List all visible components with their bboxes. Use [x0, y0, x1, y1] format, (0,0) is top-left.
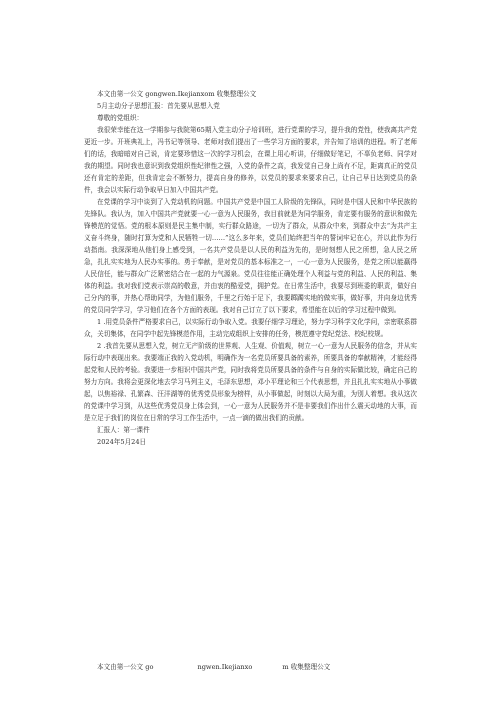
footer-source-note	[97, 661, 330, 671]
greeting: 尊敬的党组织：	[97, 114, 144, 122]
body-paragraph-3: 1 .用党员条件严格要求自己，以实际行动争取入党。我要仔细学习理论，努力学习科学文化学问，亲密联系群众，关切集体，在同学中起先锋模范作用，主动完成组织上安排的任务，模范遵守党纪党法、校纪校规。	[84, 318, 417, 338]
body-paragraph-1: 我很荣幸能在这一学期参与我院第65期入党主动分子培训班，进行党课的学习，提升我的党性，使我离共产党更近一步。开班典礼上，冯书记等领导、老师对我们提出了一些学习方面的要求，并告知了培训的进程。听了老师们的话，我暗暗对自己说，肯定要珍惜这一次的学习机会，在课上用心听讲，仔细做好笔记，不辜负老师、同学对我的期望。同时我也意识到我党组织性纪律性之强，入党的条件之高，我发觉自己身上尚有不足，距离真正的党员还有肯定的差距，但我肯定会不断努力，提高自身的修养，以党员的要求来要求自己，让自己早日达到党员的条件，我会以实际行动争取早日加入中国共产党。	[84, 126, 417, 194]
document-title: 5月主动分子思想汇报：首先要从思想入党	[97, 102, 220, 110]
footer-part-3: m 收集整理公文	[282, 663, 331, 671]
document-content	[84, 88, 417, 448]
footer-part-2: ngwen.Ikejianxo	[197, 663, 253, 671]
body-paragraph-4: 2 .我首先要从思想入党，树立无产阶级的世界观、人生观、价值观，树立一心一意为人民服务的信念，并从实际行动中表现出来。我要端正我的入党动机，明确作为一名党员所要具备的素养，所要具备的奉献精神，才能经得起党和人民的考验。我要进一步相识中国共产党，同时我将党员所要具备的条件与自身的实际做比较，确定自己的努力方向。我将会更深化地去学习马列主义，毛泽东思想，邓小平理论和三个代表思想，并且扎扎实实地从小事做起，以焦裕禄、孔繁森、汪洋湖等的优秀党员形象为榜样，从小事做起，时刻以大局为重，为别人着想。我从这次的党课中学习到，从这些优秀党员身上体会到，一心一意为人民服务并不是非要我们作出什么震天动地的大事，而是立足于我们的岗位在日常的学习工作生活中，一点一滴的做出我们的贡献。	[84, 342, 417, 422]
report-date: 2024年5月24日	[97, 438, 147, 446]
reporter-line: 汇报人：第一课件	[97, 426, 150, 434]
footer-part-1: 本文由第一公文 go	[97, 663, 154, 671]
source-note: 本文由第一公文 gongwen.Ikejianxom 收集整理公文	[97, 90, 257, 98]
body-paragraph-2: 在党课的学习中谈到了入党动机的问题。中国共产党是中国工人阶级的先锋队，同时是中国人民和中华民族的先锋队。我认为，加入中国共产党就要一心一意为人民服务，我目前就是为同学服务，肯定要有服务的意识和做先锋模范的觉悟。党的根本原则是民主集中制，实行群众路途，一切为了群众，从群众中来，到群众中去“为共产主义奋斗终身，随时打算为党和人民牺牲一切……”这么多年来，党员们始终把当年的誓词牢记在心，并以此作为行动指南。我深深地从他们身上感受到，一名共产党员是以人民的利益为先的，是时刻想人民之所想，急人民之所急，扎扎实实地为人民办实事的。勇于奉献，是对党员的基本标准之一，一心一意为人民服务，是党之所以能赢得人民信任，能与群众广泛紧密结合在一起的力气源泉。党员往往能正确处理个人利益与党的利益、人民的利益、集体的利益。我对我们党表示崇高的敬意，并由衷的酷爱党，拥护党。在日常生活中，我要尽到班委的职责，做好自己分内的事，并热心帮助同学，为他们服务，千里之行始于足下，我要踯躅实地的做实事，做好事，并向身边优秀的党员同学学习，学习他们在各个方面的表现。我对自己订立了以下要求，希望能在以后的学习过程中做到。	[84, 198, 417, 314]
